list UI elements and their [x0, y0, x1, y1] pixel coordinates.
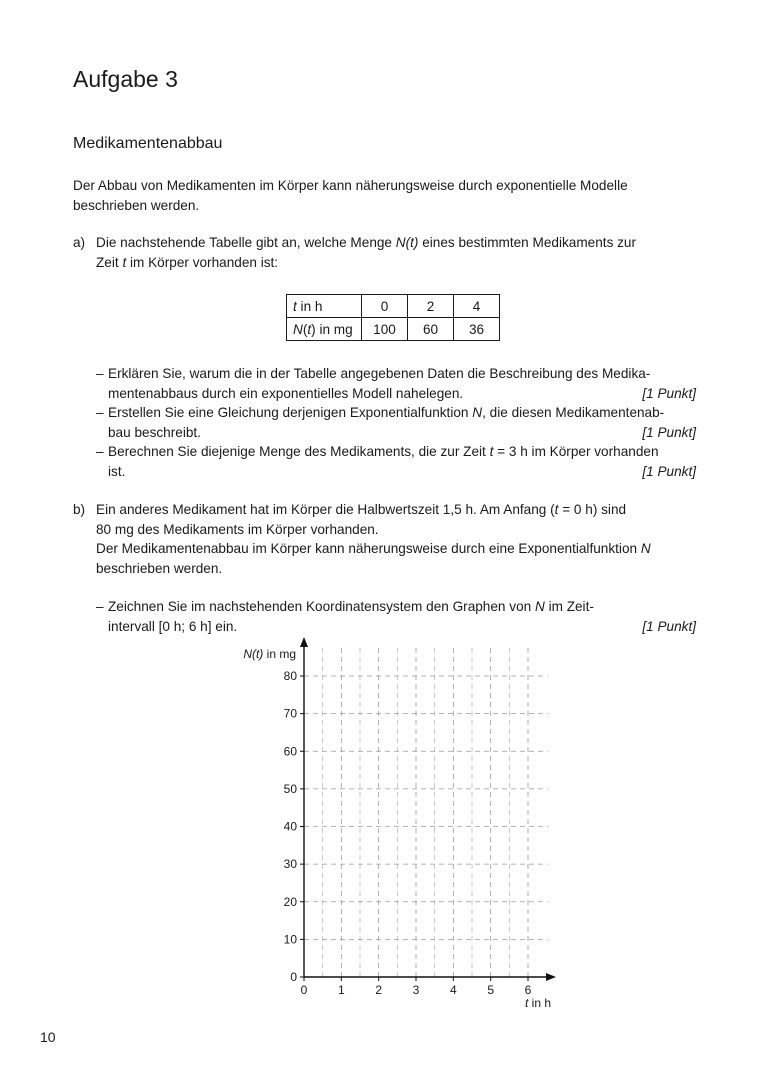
part-a-text: Die nachstehende Tabelle gibt an, welche Menge N(t) eines bestimmten Medikaments zur Zeit t im Körper vorhanden ist:: [96, 235, 637, 270]
table-header-cell: N(t) in mg: [287, 318, 362, 341]
y-tick-label: 40: [283, 819, 297, 834]
part-b-label: b): [73, 502, 86, 517]
points-label: [1 Punkt]: [642, 618, 696, 634]
points-label: [1 Punkt]: [642, 463, 696, 479]
table-cell: 4: [454, 295, 500, 318]
table-cell: 2: [408, 295, 454, 318]
table-cell: 36: [454, 318, 500, 341]
x-tick-label: 5: [487, 983, 495, 997]
intro-paragraph: Der Abbau von Medikamenten im Körper kann näherungsweise durch exponentielle Modelle beschrieben werden.: [73, 178, 628, 213]
y-tick-label: 0: [290, 970, 297, 984]
y-tick-label: 60: [283, 744, 297, 759]
y-tick-label: 50: [283, 781, 297, 796]
page-number: 10: [40, 1029, 56, 1045]
points-label: [1 Punkt]: [642, 385, 696, 401]
x-axis-arrow: [546, 973, 556, 981]
task-a3: – Berechnen Sie diejenige Menge des Medikaments, die zur Zeit t = 3 h im Körper vorhanden ist. [1 Punkt]: [96, 442, 696, 481]
y-tick-label: 30: [283, 857, 297, 872]
y-axis-arrow: [300, 637, 308, 647]
x-tick-label: 4: [449, 983, 457, 997]
x-tick-label: 6: [524, 983, 532, 997]
table-cell: 0: [362, 295, 408, 318]
y-tick-label: 20: [283, 894, 297, 909]
page-heading: Aufgabe 3: [73, 66, 178, 92]
y-tick-label: 70: [283, 706, 297, 721]
x-tick-label: 1: [337, 983, 345, 997]
x-tick-label: 2: [375, 983, 383, 997]
table-cell: 100: [362, 318, 408, 341]
y-tick-label: 10: [283, 932, 297, 947]
section-title: Medikamentenabbau: [73, 135, 223, 152]
table-header-cell: t in h: [287, 295, 362, 318]
task-a1: – Erklären Sie, warum die in der Tabelle angegebenen Daten die Beschreibung des Medika- mentenabbaus durch ein exponentielles Modell nahelegen. [1 Punkt]: [96, 364, 696, 403]
x-tick-label: 0: [300, 983, 308, 997]
y-axis-label: N(t) in mg: [243, 647, 296, 661]
part-a-label: a): [73, 235, 86, 250]
table-cell: 60: [408, 318, 454, 341]
y-tick-label: 80: [283, 669, 297, 683]
part-b-text: Ein anderes Medikament hat im Körper die Halbwertszeit 1,5 h. Am Anfang (t = 0 h) sind 80 mg des Medikaments im Körper vorhanden. Der Medikamentenabbau im Körper kann näherungsweise durch eine Exponentialfunktion N beschrieben werden.: [96, 502, 651, 576]
x-axis-label: t in h: [524, 996, 551, 1010]
task-a2: – Erstellen Sie eine Gleichung derjenigen Exponentialfunktion N, die diesen Medikamentenab- bau beschreibt. [1 Punkt]: [96, 403, 696, 442]
points-label: [1 Punkt]: [642, 424, 696, 440]
task-b1: – Zeichnen Sie im nachstehenden Koordinatensystem den Graphen von N im Zeit- intervall [0 h; 6 h] ein. [1 Punkt]: [96, 597, 696, 636]
x-tick-label: 3: [412, 983, 420, 997]
